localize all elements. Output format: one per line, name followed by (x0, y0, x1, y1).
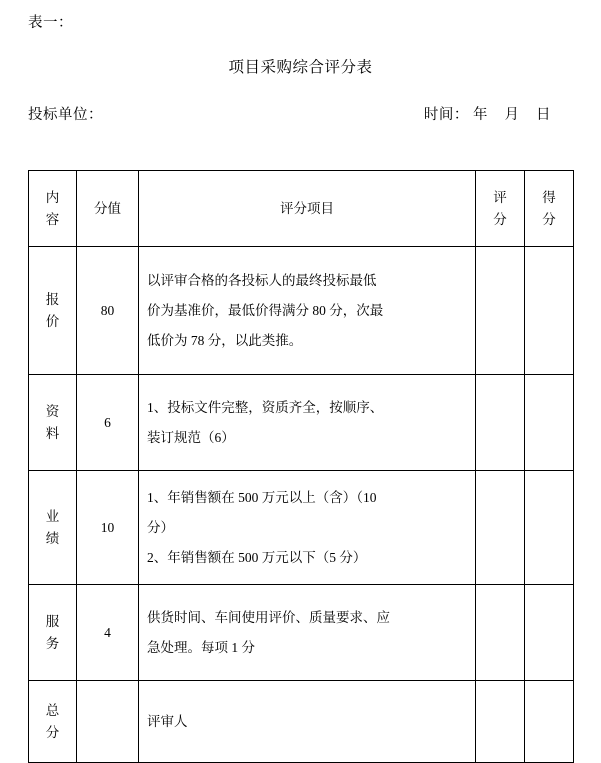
row-score-service[interactable] (525, 585, 574, 681)
row-content-quote-char-1: 报 (45, 291, 60, 307)
row-item-quote-line-3: 低价为 78 分，以此类推。 (147, 332, 303, 348)
row-item-total (139, 681, 476, 763)
header-review-char-2: 分 (493, 211, 507, 227)
header-content-char-1: 内 (45, 189, 60, 205)
table-header-row (29, 171, 574, 247)
row-score-docs[interactable] (525, 375, 574, 471)
row-content-docs (29, 375, 77, 471)
row-review-total[interactable] (476, 681, 525, 763)
row-item-performance-line-3: 2、年销售额在 500 万元以下（5 分） (147, 549, 367, 565)
row-item-service (139, 585, 476, 681)
row-content-service (29, 585, 77, 681)
header-review (476, 171, 525, 247)
row-content-performance-char-2: 绩 (45, 530, 60, 546)
table-row (29, 247, 574, 375)
row-content-quote-char-2: 价 (45, 313, 60, 329)
table-label: 表一： (28, 15, 73, 31)
row-content-docs-char-2: 料 (45, 425, 60, 441)
row-content-quote (29, 247, 77, 375)
header-review-char-1: 评 (493, 189, 507, 205)
row-score-performance[interactable] (525, 471, 574, 585)
row-content-performance (29, 471, 77, 585)
row-content-performance-char-1: 业 (45, 508, 60, 524)
row-points-docs: 6 (77, 375, 139, 471)
row-item-performance-line-1: 1、年销售额在 500 万元以上（含）（10 (147, 489, 377, 505)
row-review-service[interactable] (476, 585, 525, 681)
header-score-char-2: 分 (542, 211, 556, 227)
row-points-service: 4 (77, 585, 139, 681)
row-content-service-char-2: 务 (45, 635, 60, 651)
row-review-quote[interactable] (476, 247, 525, 375)
header-content (29, 171, 77, 247)
row-item-performance-line-2: 分） (147, 519, 174, 535)
table-row (29, 681, 574, 763)
reviewer-label: 评审人 (147, 713, 188, 729)
row-content-total (29, 681, 77, 763)
header-content-char-2: 容 (45, 211, 60, 227)
row-points-quote: 80 (77, 247, 139, 375)
table-row (29, 375, 574, 471)
row-item-docs (139, 375, 476, 471)
table-row (29, 471, 574, 585)
row-points-performance: 10 (77, 471, 139, 585)
row-content-docs-char-1: 资 (45, 403, 60, 419)
row-item-performance (139, 471, 476, 585)
row-review-performance[interactable] (476, 471, 525, 585)
row-score-total[interactable] (525, 681, 574, 763)
row-item-service-line-1: 供货时间、车间使用评价、质量要求、应 (147, 609, 390, 625)
row-item-quote (139, 247, 476, 375)
header-points: 分值 (77, 171, 139, 247)
header-item: 评分项目 (139, 171, 476, 247)
row-content-service-char-1: 服 (45, 613, 60, 629)
row-review-docs[interactable] (476, 375, 525, 471)
row-item-docs-line-2: 装订规范（6） (147, 429, 235, 445)
row-item-docs-line-1: 1、投标文件完整，资质齐全，按顺序、 (147, 399, 384, 415)
bidder-label: 投标单位： (28, 107, 103, 123)
score-table (28, 170, 574, 763)
row-item-quote-line-2: 价为基准价，最低价得满分 80 分，次最 (147, 302, 384, 318)
page-title: 项目采购综合评分表 (228, 59, 373, 76)
meta-row (28, 106, 573, 124)
table-row (29, 585, 574, 681)
row-score-quote[interactable] (525, 247, 574, 375)
row-content-total-char-1: 总 (45, 702, 60, 718)
header-score (525, 171, 574, 247)
row-item-service-line-2: 急处理。每项 1 分 (147, 639, 255, 655)
header-score-char-1: 得 (542, 189, 556, 205)
row-content-total-char-2: 分 (45, 724, 60, 740)
row-points-total[interactable] (77, 681, 139, 763)
row-item-quote-line-1: 以评审合格的各投标人的最终投标最低 (147, 272, 377, 288)
date-label: 时间： 年 月 日 (423, 107, 551, 123)
